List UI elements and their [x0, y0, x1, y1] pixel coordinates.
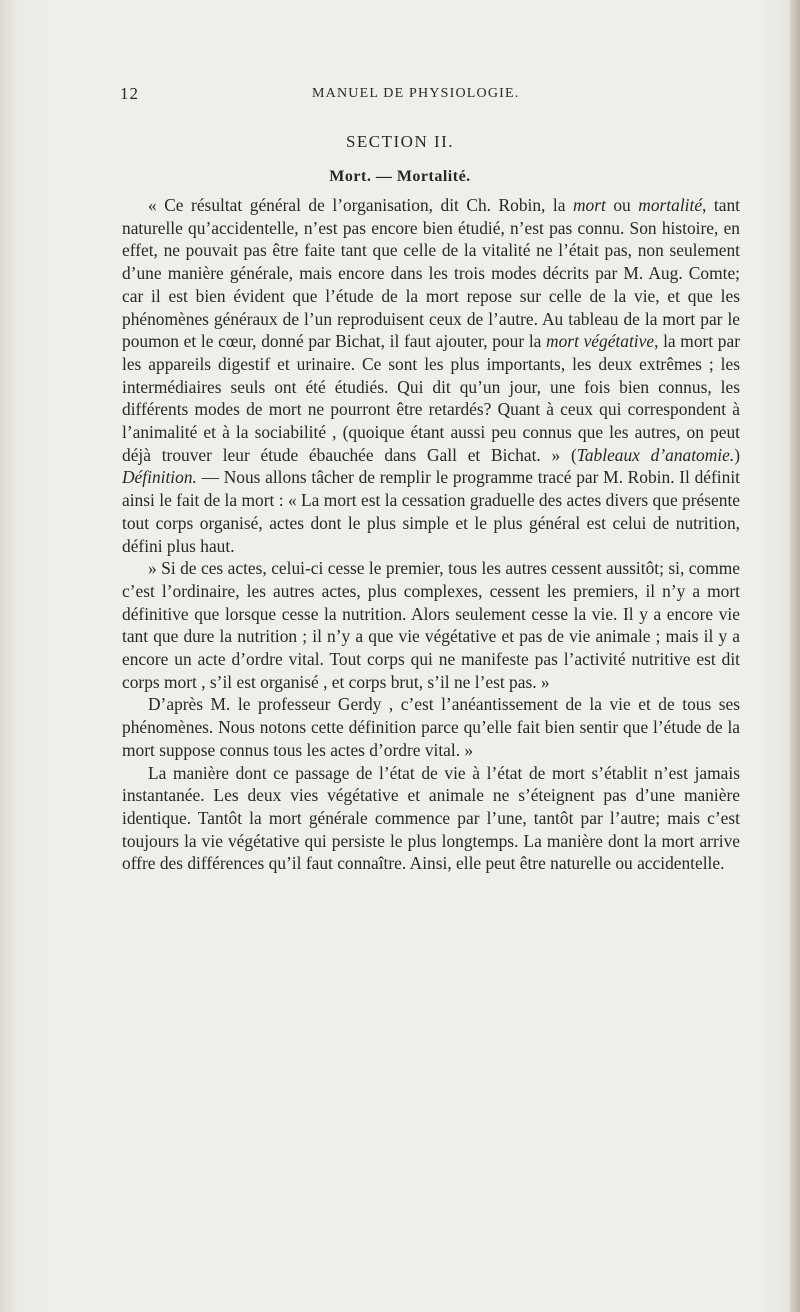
text-run: ) — [734, 444, 741, 465]
paragraph — [122, 194, 740, 557]
text-run: La manière dont ce passage de l’état de vie à l’état de mort s’établit n’est jamais instantanée. Les deux vies végétative et animale ne s’éteignent pas d’une manière identique. Tantôt la mort générale commence par l’une, tantôt par l’autre; mais c’est toujours la vie végétative qui persiste le plus longtemps. La manière dont la mort arrive offre des différences qu’il faut connaître. Ainsi, elle peut être naturelle ou accidentelle. — [122, 762, 740, 874]
italic-run: mort — [572, 195, 606, 215]
paragraph — [122, 693, 740, 761]
section-title: SECTION II. — [345, 132, 455, 151]
text-run: « Ce résultat général de l’organisation, dit Ch. Robin, la — [148, 195, 573, 215]
text-run: ou — [605, 195, 639, 215]
page-edge — [790, 0, 800, 1312]
paragraph — [122, 762, 740, 876]
text-run: — Nous allons tâcher de remplir le programme tracé par M. Robin. Il définit ainsi le fait de la mort : « La mort est la cessation graduelle des actes divers que présente tout corps organisé, actes dont le plus simple et le plus général est celui de nutrition, défini plus haut. — [122, 467, 740, 556]
section-subtitle: Mort. — Mortalité. — [329, 168, 471, 185]
text-run: » Si de ces actes, celui-ci cesse le premier, tous les autres cessent aussitôt; si, comme c’est l’ordinaire, les autres actes, plus complexes, cessent les premiers, il n’y a mort définitive que lorsque cesse la nutrition. Alors seulement cesse la vie. Il y a encore vie tant que dure la nutrition ; il n’y a que vie végétative et pas de vie animale ; mais il y a encore un acte d’ordre vital. Tout corps qui ne manifeste pas l’activité nutritive est dit corps mort , s’il est organisé , et corps brut, s’il ne l’est pas. » — [122, 558, 740, 692]
paragraph — [122, 557, 740, 693]
italic-run: mortalité — [638, 195, 703, 215]
italic-run: mort végétative — [546, 331, 655, 352]
page-number: 12 — [120, 84, 139, 103]
text-run: , tant naturelle qu’accidentelle, n’est pas encore bien étudié, n’est pas connu. Son histoire, en effet, ne pouvait pas être faite tant que celle de la vitalité ne l’était pas, non seulement d’une manière générale, mais encore dans les trois modes décrits par M. Aug. Comte; car il est bien évident que l’étude de la mort repose sur celle de la vie, et que les phénomènes généraux de l’un reproduisent ceux de l’autre. Au tableau de la mort par le poumon et le cœur, donné par Bichat, il faut ajouter, pour la — [122, 195, 740, 352]
text-run: , la mort par les appareils digestif et urinaire. Ce sont les plus importants, les deux extrêmes ; les intermédiaires seuls ont été étudiés. Qui dit qu’un jour, une fois bien connus, les différents modes de mort ne pourront être retardés? Quant à ceux qui correspondent à l’animalité et à la sociabilité , (quoique étant aussi peu connus que les autres, on peut déjà trouver leur étude ébauchée dans Gall et Bichat. » ( — [122, 331, 741, 465]
book-title: MANUEL DE PHYSIOLOGIE. — [312, 86, 520, 101]
italic-run: Tableaux d’anatomie. — [576, 444, 735, 465]
italic-run: Définition. — [122, 467, 197, 488]
running-head — [0, 84, 800, 104]
body-text — [122, 194, 740, 875]
text-run: D’après M. le professeur Gerdy , c’est l’anéantissement de la vie et de tous ses phénomènes. Nous notons cette définition parce qu’elle fait bien sentir que l’étude de la mort suppose connus tous les actes d’ordre vital. » — [122, 694, 740, 760]
